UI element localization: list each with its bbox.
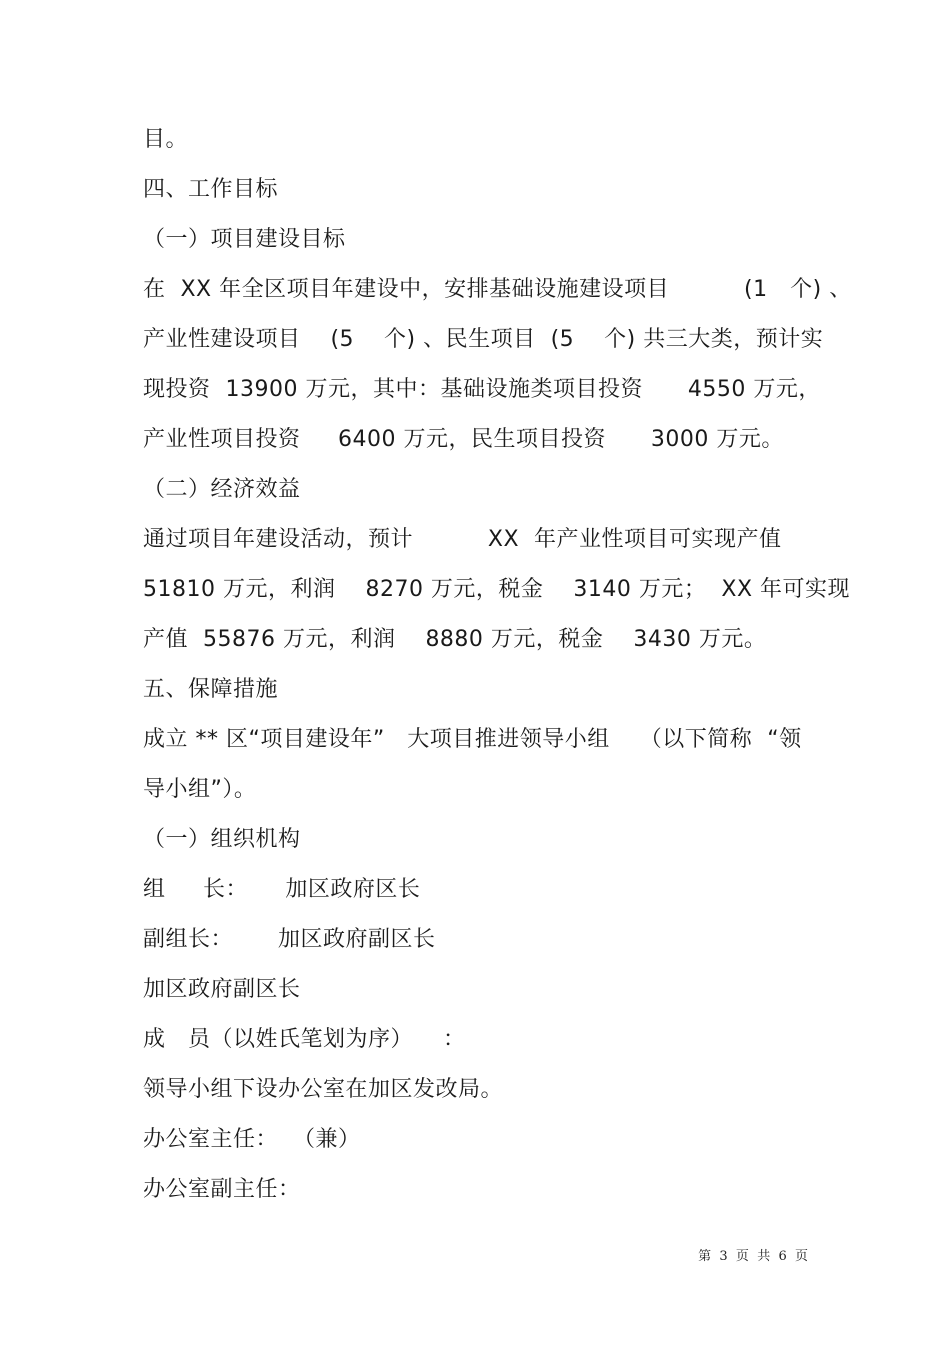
subsection-heading: （二）经济效益 bbox=[143, 477, 301, 502]
section-heading: 四、工作目标 bbox=[143, 177, 279, 202]
text-line: 加区政府副区长 bbox=[143, 977, 301, 1002]
text-line: 办公室主任： （兼） bbox=[143, 1127, 361, 1152]
text-line: 产业性建设项目 (5 个) 、民生项目 (5 个) 共三大类，预计实 bbox=[143, 327, 824, 352]
text-line: 51810 万元，利润 8270 万元，税金 3140 万元； XX 年可实现 bbox=[143, 577, 851, 602]
text-line: 通过项目年建设活动，预计 XX 年产业性项目可实现产值 bbox=[143, 527, 782, 552]
text-line: 组 长： 加区政府区长 bbox=[143, 877, 421, 902]
text-line: 办公室副主任： bbox=[143, 1177, 301, 1202]
subsection-heading: （一）项目建设目标 bbox=[143, 227, 346, 252]
text-line: 领导小组下设办公室在加区发改局。 bbox=[143, 1077, 504, 1102]
text-line: 导小组”）。 bbox=[143, 777, 257, 802]
text-line: 成立 ** 区“项目建设年” 大项目推进领导小组 （以下简称 “领 bbox=[143, 727, 802, 752]
text-line: 在 XX 年全区项目年建设中，安排基础设施建设项目 (1 个) 、 bbox=[143, 277, 852, 302]
page-number: 第 3 页 共 6 页 bbox=[698, 1249, 808, 1264]
text-line: 产业性项目投资 6400 万元，民生项目投资 3000 万元。 bbox=[143, 427, 784, 452]
text-line: 成 员（以姓氏笔划为序） ： bbox=[143, 1027, 466, 1052]
subsection-heading: （一）组织机构 bbox=[143, 827, 301, 852]
text-line: 副组长： 加区政府副区长 bbox=[143, 927, 436, 952]
section-heading: 五、保障措施 bbox=[143, 677, 279, 702]
text-line: 目。 bbox=[143, 127, 189, 152]
text-line: 产值 55876 万元，利润 8880 万元，税金 3430 万元。 bbox=[143, 627, 767, 652]
text-line: 现投资 13900 万元，其中：基础设施类项目投资 4550 万元， bbox=[143, 377, 821, 402]
